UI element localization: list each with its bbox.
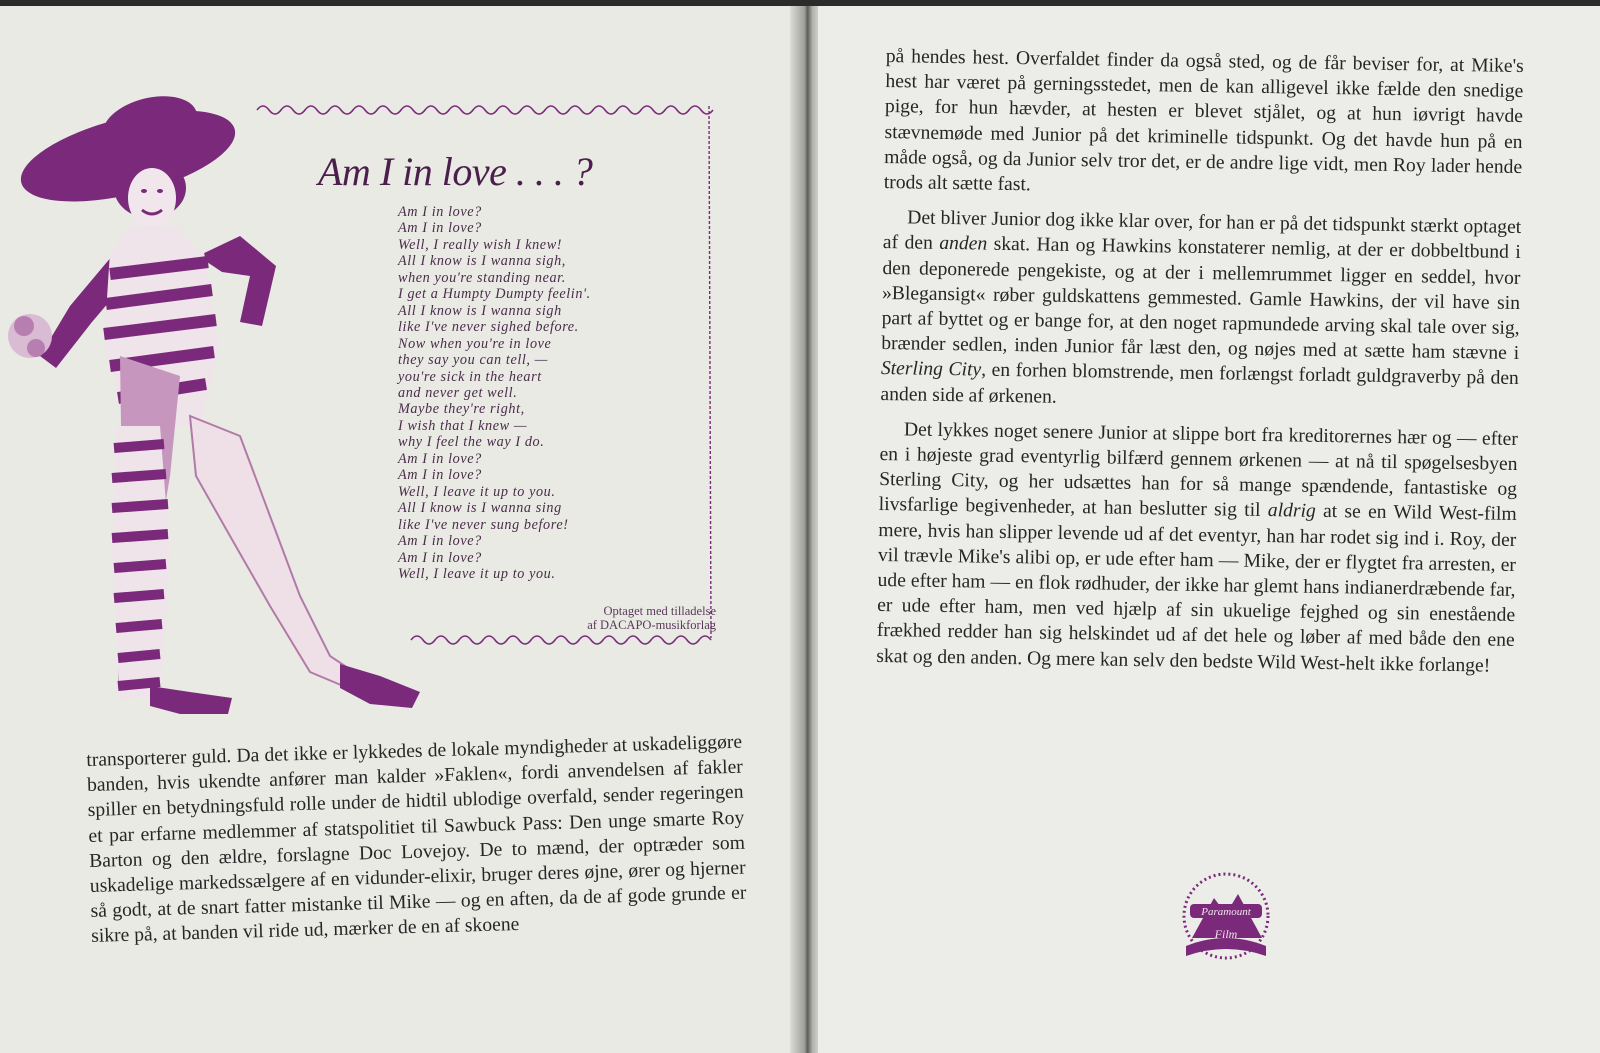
lyric-line: All I know is I wanna sing <box>398 500 562 517</box>
lyric-line: All I know is I wanna sigh, <box>398 253 566 270</box>
lyric-line: I wish that I knew — <box>398 417 528 434</box>
body-paragraph <box>880 205 1521 417</box>
body-paragraph <box>876 417 1518 679</box>
credit-line: af DACAPO-musikforlag <box>587 618 716 632</box>
text-run: skat. Han og Hawkins konstaterer nemlig, at der er dobbeltbund i den deponerede pengekiste, og at der i mellemrummet ligger en seddel, hvor »Blegansigt« røber guldskattens gemmested. Gamle Hawkins, der vil have sin part af byttet og er bange for, at den noget rapmundede arving skal tale over sig, brænder sedlen, inden Junior får læst den, og nøjes med at sætte ham stævne i <box>881 234 1521 365</box>
left-page <box>0 6 800 1053</box>
lyric-line: they say you can tell, — <box>398 352 548 369</box>
lyric-line: Am I in love? <box>398 220 482 237</box>
text-run: , en forhen blomstrende, men forlængst forladt guldgraverby på den anden side af ørkenen. <box>880 359 1519 408</box>
lyric-line: why I feel the way I do. <box>398 434 545 451</box>
permission-credit <box>548 604 716 632</box>
lyric-line: and never get well. <box>398 384 518 401</box>
paramount-logo <box>1176 868 1276 968</box>
lyric-line: Am I in love? <box>398 533 482 550</box>
lyric-line: like I've never sighed before. <box>398 319 579 336</box>
lyric-line: Maybe they're right, <box>398 401 525 418</box>
lyric-line: I get a Humpty Dumpty feelin'. <box>398 286 591 303</box>
text-run: Det lykkes noget senere Junior at slippe bort fra kreditorernes hær og — efter en i højeste grad eventyrlig bilfærd gennem ørkenen — at nå til spøgelsesbyen Sterling City, og her udsættes han for så mange spændende, fantastiske og livsfarlige begivenheder, at han beslutter sig til <box>878 419 1519 522</box>
lyric-line: like I've never sung before! <box>398 516 569 533</box>
lyric-line: Am I in love? <box>398 549 482 566</box>
lyrics-body <box>398 204 698 582</box>
body-paragraph: på hendes hest. Overfaldet finder da også sted, og de får beviser for, at Mike's hest har været på gerningsstedet, men de kan alligevel ikke fælde den snedige pige, for hun hævder, at hesten er blevet stjålet, og at hun iøvrigt havde stævnemøde med Junior på det kriminelle tidspunkt. Og det havde hun på en måde også, og da Junior selv tror det, er de andre lige vidt, men Roy lader hende trods alt sætte fast. <box>883 45 1524 196</box>
lyric-line: All I know is I wanna sigh <box>398 302 562 319</box>
lyric-line: Am I in love? <box>398 204 482 220</box>
body-paragraph: transporterer guld. Da det ikke er lykkedes de lokale myndigheder at uskadeliggøre banden, hvis ukendte anfører man kalder »Faklen«, fordi anvendelsen af fakler spiller en betydningsfuld rolle under de hidtil ublodige overfald, sender regeringen et par erfarne medlemmer af statspolitiet til Sawbuck Pass: Den unge smarte Roy Barton og den ældre, forslagne Doc Lovejoy. De to mænd, der optræder som uskadelige markedssælgere af en vidunder-elixir, bruger deres øjne, ører og hjerner så godt, at de snart fatter mistanke til Mike — og en aften, da de af gode grunde er sikre på, at banden vil ride ud, mærker de en af skoene <box>86 731 747 948</box>
credit-line: Optaget med tilladelse <box>603 604 716 618</box>
lyric-line: Now when you're in love <box>398 335 552 352</box>
logo-word: Paramount <box>1201 906 1251 918</box>
lyric-line: Well, I really wish I knew! <box>398 236 563 253</box>
text-run: at se en Wild West-film mere, hvis han slipper levende ud af det eventyr, han har rodet sig ind i. Roy, der vil trævle Mike's alibi op, er ude efter ham — Mike, der er flygtet fra arresten, er ude efter ham — en flok rødhuder, der ikke har glemt hans indianerdræbende far, er ude efter ham, men ved hjælp af sin ukuelige fejghed og sin enestående frækhed redder han sig helskindet ud af det hele og løber af med både den ene skat og den anden. Og mere kan selv den bedste Wild West-helt ikke forlange! <box>876 501 1517 677</box>
lyric-line: Well, I leave it up to you. <box>398 565 556 582</box>
lyric-line: Am I in love? <box>398 450 482 467</box>
right-page-text <box>876 44 1524 689</box>
left-page-text <box>86 730 748 960</box>
text-run: Det bliver Junior dog ikke klar over, for han er på det tidspunkt stærkt optaget af den <box>882 207 1522 255</box>
lyrics-title: Am I in love . . . ? <box>318 149 593 194</box>
lyric-line: Am I in love? <box>398 467 482 484</box>
emphasis: anden <box>939 233 988 256</box>
lyric-line: you're sick in the heart <box>398 368 542 385</box>
emphasis: aldrig <box>1267 500 1316 523</box>
lyric-line: when you're standing near. <box>398 269 566 286</box>
logo-word: Film <box>1214 927 1238 941</box>
lyric-line: Well, I leave it up to you. <box>398 483 556 500</box>
emphasis: Sterling City <box>880 358 982 381</box>
